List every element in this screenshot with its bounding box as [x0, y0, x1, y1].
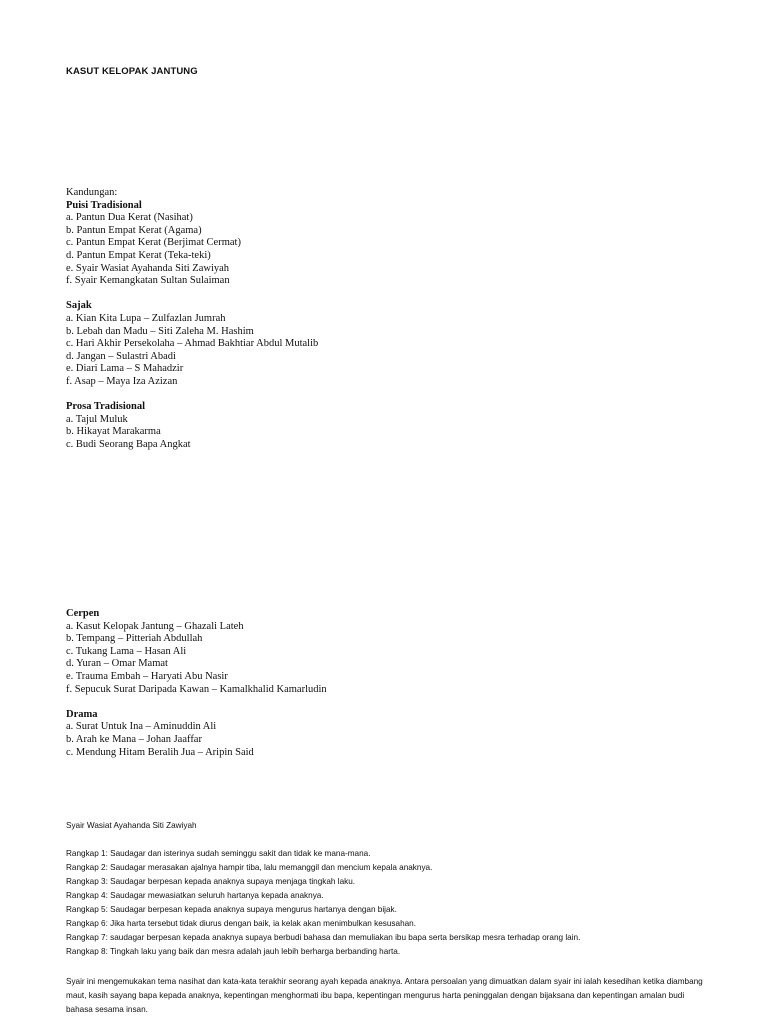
list-item: c. Mendung Hitam Beralih Jua – Aripin Said	[66, 746, 254, 758]
list-item: d. Pantun Empat Kerat (Teka-teki)	[66, 249, 211, 261]
list-item: a. Kasut Kelopak Jantung – Ghazali Lateh	[66, 620, 244, 632]
section-cerpen	[66, 608, 327, 696]
rangkap-item: Rangkap 1: Saudagar dan isterinya sudah seminggu sakit dan tidak ke mana-mana.	[66, 849, 371, 858]
list-item: f. Sepucuk Surat Daripada Kawan – Kamalkhalid Kamarludin	[66, 683, 327, 695]
section-sajak	[66, 300, 318, 388]
section-prosa-tradisional	[66, 401, 318, 451]
syair-title: Syair Wasiat Ayahanda Siti Zawiyah	[66, 821, 197, 830]
section-heading: Prosa Tradisional	[66, 401, 146, 413]
section-heading: Drama	[66, 708, 98, 720]
list-item: f. Syair Kemangkatan Sultan Sulaiman	[66, 275, 230, 287]
rangkap-item: Rangkap 8: Tingkah laku yang baik dan mesra adalah jauh lebih berharga berbanding harta.	[66, 947, 401, 956]
contents-block-lower	[66, 608, 327, 759]
document-title: KASUT KELOPAK JANTUNG	[66, 66, 198, 77]
list-item: c. Tukang Lama – Hasan Ali	[66, 645, 187, 657]
section-heading: Cerpen	[66, 608, 100, 619]
rangkap-item: Rangkap 3: Saudagar berpesan kepada anaknya supaya menjaga tingkah laku.	[66, 877, 356, 886]
contents-block	[66, 187, 318, 451]
list-item: b. Hikayat Marakarma	[66, 426, 161, 438]
list-item: f. Asap – Maya Iza Azizan	[66, 375, 178, 387]
list-item: e. Syair Wasiat Ayahanda Siti Zawiyah	[66, 262, 230, 274]
list-item: c. Pantun Empat Kerat (Berjimat Cermat)	[66, 237, 241, 249]
rangkap-list	[66, 847, 580, 959]
rangkap-item: Rangkap 7: saudagar berpesan kepada anaknya supaya berbudi bahasa dan memuliakan ibu bapa serta bersikap mesra terhadap orang lain.	[66, 933, 581, 942]
list-item: b. Lebah dan Madu – Siti Zaleha M. Hashim	[66, 325, 254, 337]
list-item: e. Trauma Embah – Haryati Abu Nasir	[66, 670, 228, 682]
rangkap-item: Rangkap 6: Jika harta tersebut tidak diurus dengan baik, ia kelak akan menimbulkan kesusahan.	[66, 919, 416, 928]
list-item: b. Tempang – Pitteriah Abdullah	[66, 633, 203, 645]
section-heading: Puisi Tradisional	[66, 199, 142, 211]
section-drama	[66, 709, 327, 759]
contents-label: Kandungan:	[66, 187, 118, 198]
list-item: b. Arah ke Mana – Johan Jaaffar	[66, 733, 202, 745]
rangkap-item: Rangkap 2: Saudagar merasakan ajalnya hampir tiba, lalu memanggil dan mencium kepala anaknya.	[66, 863, 433, 872]
list-item: d. Yuran – Omar Mamat	[66, 658, 168, 670]
rangkap-item: Rangkap 5: Saudagar berpesan kepada anaknya supaya mengurus hartanya dengan bijak.	[66, 905, 397, 914]
list-item: c. Budi Seorang Bapa Angkat	[66, 438, 191, 450]
list-item: a. Surat Untuk Ina – Aminuddin Ali	[66, 721, 217, 733]
list-item: a. Pantun Dua Kerat (Nasihat)	[66, 212, 193, 224]
rangkap-item: Rangkap 4: Saudagar mewasiatkan seluruh hartanya kepada anaknya.	[66, 891, 324, 900]
summary-paragraph: Syair ini mengemukakan tema nasihat dan kata-kata terakhir seorang ayah kepada anaknya. Antara persoalan yang dimuatkan dalam syair ini ialah kesedihan ketika diambang maut, kasih sayang bapa kepada anaknya, kepentingan menghormati ibu bapa, kepentingan mengurus harta peninggalan dengan bijaksana dan kepentingan amalan budi bahasa sesama insan.	[66, 977, 703, 1014]
list-item: a. Kian Kita Lupa – Zulfazlan Jumrah	[66, 312, 226, 324]
section-heading: Sajak	[66, 300, 92, 312]
list-item: c. Hari Akhir Persekolaha – Ahmad Bakhtiar Abdul Mutalib	[66, 338, 319, 350]
list-item: a. Tajul Muluk	[66, 413, 128, 425]
section-puisi-tradisional	[66, 200, 318, 288]
list-item: b. Pantun Empat Kerat (Agama)	[66, 224, 202, 236]
list-item: d. Jangan – Sulastri Abadi	[66, 350, 176, 362]
list-item: e. Diari Lama – S Mahadzir	[66, 363, 184, 375]
